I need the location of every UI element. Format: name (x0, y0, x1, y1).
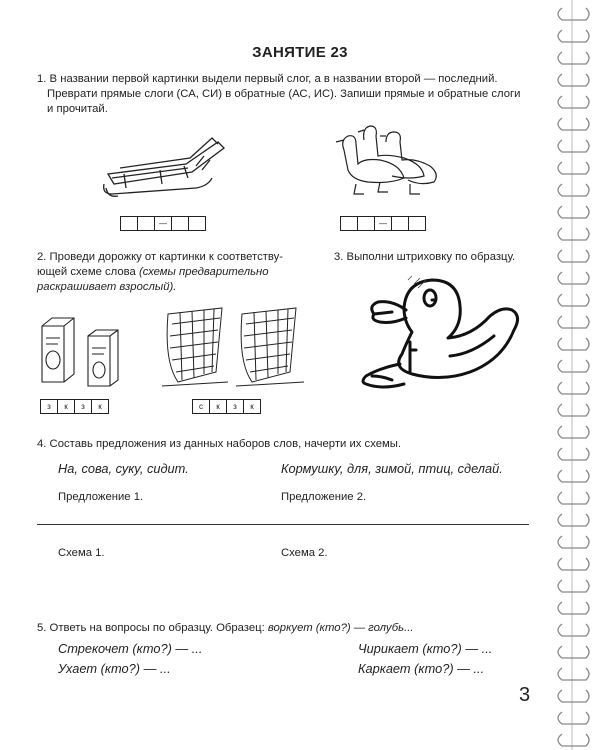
scheme-cell: к (209, 399, 227, 414)
syllable-box[interactable] (188, 216, 206, 231)
task-4-text: 4. Составь предложения из данных наборов слов, начерти их схемы. (37, 438, 402, 450)
task-2-line-3: раскрашивает взрослый). (37, 281, 177, 293)
syllable-box[interactable] (357, 216, 375, 231)
task-2-line-2-plain: ющей схеме слова (37, 266, 139, 278)
word-set-1: На, сова, суку, сидит. (58, 461, 189, 476)
scheme-cell: з (74, 399, 92, 414)
question-1: Стрекочет (кто?) — ... (58, 641, 203, 656)
duck-outline-image (352, 272, 532, 404)
task-5-text (37, 621, 557, 636)
task-2-line-1: 2. Проведи дорожку от картинки к соответству- (37, 251, 284, 263)
task-5-example: воркует (кто?) — голубь... (267, 622, 414, 634)
syllable-box[interactable] (408, 216, 426, 231)
scheme-cell: з (40, 399, 58, 414)
word-scheme-1 (40, 399, 109, 414)
lesson-title: ЗАНЯТИЕ 23 (252, 44, 348, 61)
sled-image (100, 128, 232, 200)
task-2-line-2 (37, 265, 327, 280)
task-1-line-3: и прочитай. (47, 103, 108, 115)
page-number: 3 (519, 684, 531, 706)
sled-syllable-boxes (120, 216, 206, 231)
spiral-binding (550, 0, 600, 750)
syllable-dash: — (374, 216, 392, 231)
word-scheme-2 (192, 399, 261, 414)
task-5-plain: 5. Ответь на вопросы по образцу. Образец: (37, 622, 268, 634)
syllable-box[interactable] (391, 216, 409, 231)
task-3-text: 3. Выполни штриховку по образцу. (334, 251, 516, 263)
scheme-1-label: Схема 1. (58, 547, 105, 559)
sentence-2-label: Предложение 2. (281, 491, 367, 503)
word-set-2: Кормушку, для, зимой, птиц, сделай. (281, 461, 503, 476)
question-3: Ухает (кто?) — ... (58, 661, 171, 676)
scheme-cell: к (57, 399, 75, 414)
fishing-nets-image (158, 302, 308, 390)
syllable-box[interactable] (340, 216, 358, 231)
scheme-cell: к (91, 399, 109, 414)
task-2-text (37, 250, 327, 295)
task-1-line-2: Преврати прямые слоги (СА, СИ) в обратные (АС, ИС). Запиши прямые и обратные слоги (47, 88, 521, 100)
writing-line (37, 524, 529, 525)
syllable-box[interactable] (120, 216, 138, 231)
syllable-box[interactable] (137, 216, 155, 231)
task-1-line-1: 1. В названии первой картинки выдели первый слог, а в названии второй — последний. (37, 73, 498, 85)
scheme-2-label: Схема 2. (281, 547, 328, 559)
scheme-cell: с (192, 399, 210, 414)
question-2: Чирикает (кто?) — ... (358, 641, 493, 656)
question-4: Каркает (кто?) — ... (358, 661, 485, 676)
syllable-dash: — (154, 216, 172, 231)
task-2-line-2-italic: (схемы предварительно (138, 266, 269, 278)
scheme-cell: к (243, 399, 261, 414)
geese-syllable-boxes (340, 216, 426, 231)
geese-image (330, 120, 442, 202)
sentence-1-label: Предложение 1. (58, 491, 144, 503)
scheme-cell: з (226, 399, 244, 414)
task-1-text (37, 72, 557, 117)
syllable-box[interactable] (171, 216, 189, 231)
juice-boxes-image (38, 314, 132, 388)
